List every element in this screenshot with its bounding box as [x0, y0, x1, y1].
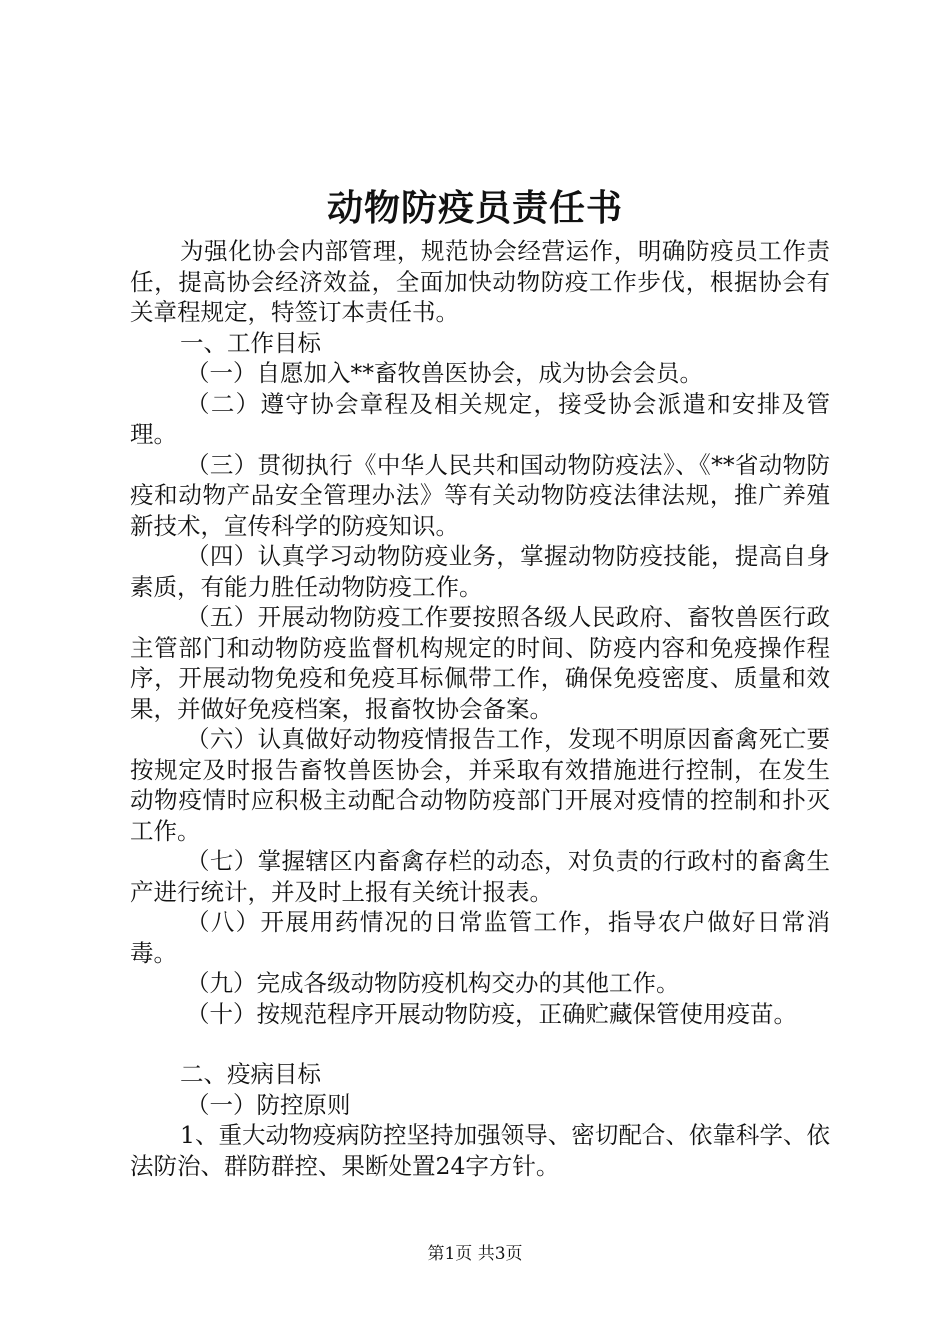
document-title: 动物防疫员责任书 [326, 187, 623, 229]
list-item: （六）认真做好动物疫情报告工作，发现不明原因畜禽死亡要按规定及时报告畜牧兽医协会，并采取有效措施进行控制，在发生动物疫情时应积极主动配合动物防疫部门开展对疫情的控制和扑灭工作。 [130, 725, 830, 845]
list-item: （五）开展动物防疫工作要按照各级人民政府、畜牧兽医行政主管部门和动物防疫监督机构规定的时间、防疫内容和免疫操作程序，开展动物免疫和免疫耳标佩带工作，确保免疫密度、质量和效果，并做好免疫档案，报畜牧协会备案。 [130, 603, 830, 723]
section-heading-work-goals: 一、工作目标 [180, 328, 321, 357]
list-item: （九）完成各级动物防疫机构交办的其他工作。 [186, 969, 680, 997]
list-item: （八）开展用药情况的日常监管工作，指导农户做好日常消毒。 [130, 908, 830, 967]
list-item: （一）自愿加入**畜牧兽医协会，成为协会会员。 [186, 359, 703, 387]
list-item: （十）按规范程序开展动物防疫，正确贮藏保管使用疫苗。 [186, 999, 797, 1028]
subsection-heading: （一）防控原则 [186, 1090, 351, 1119]
list-item: 1、重大动物疫病防控坚持加强领导、密切配合、依靠科学、依法防治、群防群控、果断处置24字方针。 [130, 1121, 830, 1180]
intro-paragraph: 为强化协会内部管理，规范协会经营运作，明确防疫员工作责任，提高协会经济效益，全面加快动物防疫工作步伐，根据协会有关章程规定，特签订本责任书。 [130, 237, 830, 326]
page-indicator: 第1页 共3页 [427, 1244, 523, 1264]
list-item: （四）认真学习动物防疫业务，掌握动物防疫技能，提高自身素质，有能力胜任动物防疫工作。 [130, 542, 830, 601]
section-heading-disease-goals: 二、疫病目标 [180, 1060, 321, 1088]
list-item: （二）遵守协会章程及相关规定，接受协会派遣和安排及管理。 [130, 389, 830, 448]
document-body [130, 236, 830, 1181]
list-item: （七）掌握辖区内畜禽存栏的动态，对负责的行政村的畜禽生产进行统计，并及时上报有关统计报表。 [130, 847, 830, 906]
list-item: （三）贯彻执行《中华人民共和国动物防疫法》、《**省动物防疫和动物产品安全管理办法》等有关动物防疫法律法规，推广养殖新技术，宣传科学的防疫知识。 [130, 450, 830, 540]
